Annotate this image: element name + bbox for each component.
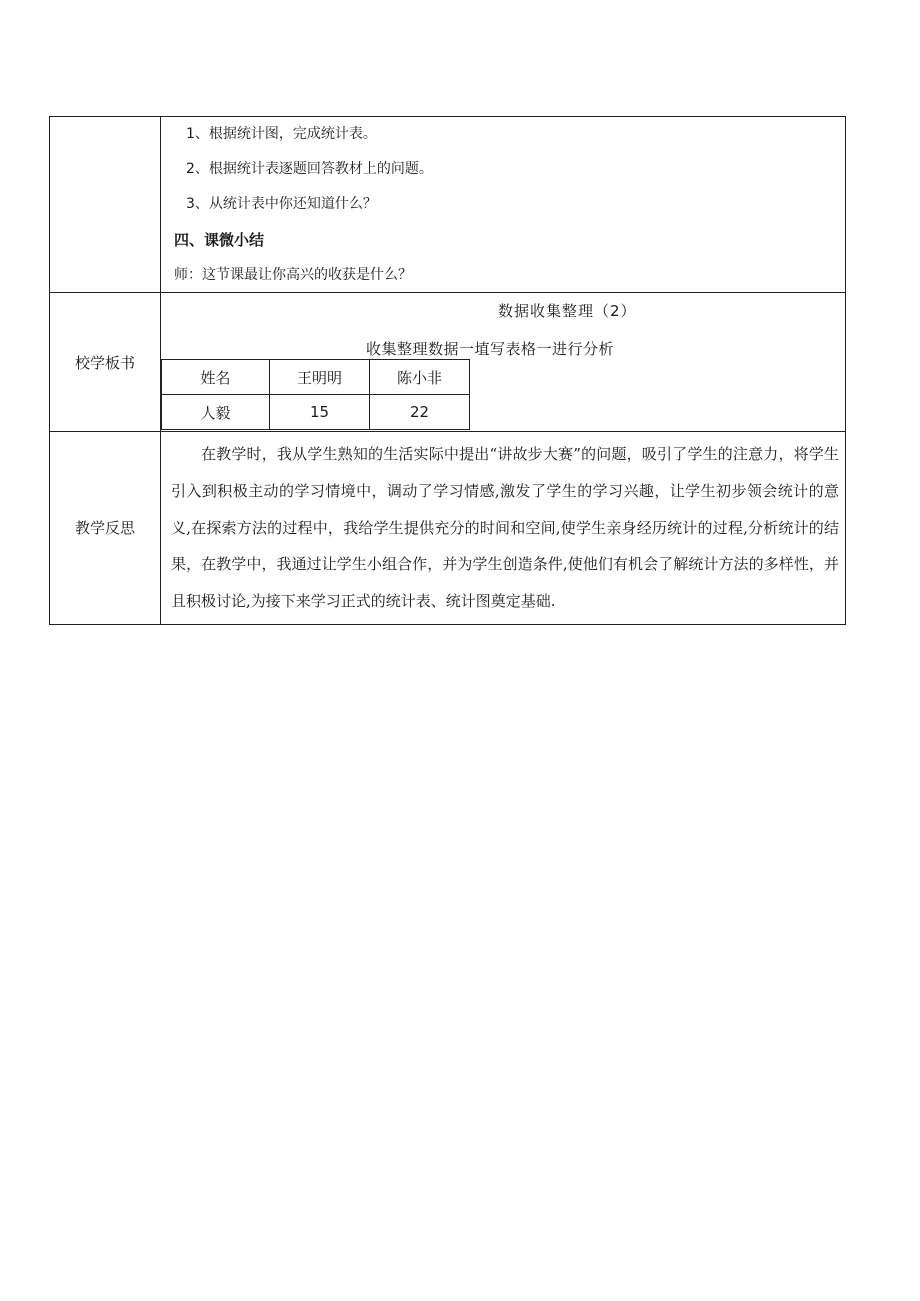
procedure-content-cell (161, 117, 846, 293)
summary-heading: 四、课微小结 (174, 231, 265, 249)
header-student-2: 陈小非 (370, 360, 470, 395)
lesson-plan-table (49, 116, 846, 625)
board-data-table (161, 359, 470, 430)
procedure-row (50, 117, 846, 293)
board-content-cell (161, 293, 846, 432)
reflection-text: 在教学时，我从学生熟知的生活实际中提出“讲故步大赛”的问题，吸引了学生的注意力，将学生引入到积极主动的学习情境中，调动了学习情感,激发了学生的学习兴趣，让学生初步领会统计的意义,在探索方法的过程中，我给学生提供充分的时间和空间,使学生亲身经历统计的过程,分析统计的结果，在教学中，我通过让学生小组合作，并为学生创造条件,使他们有机会了解统计方法的多样性，并且积极讨论,为接下来学习正式的统计表、统计图奠定基础. (171, 445, 839, 611)
board-table-value-row (162, 395, 470, 430)
teacher-question: 师：这节课最让你高兴的收获是什么？ (174, 267, 412, 283)
reflection-row (50, 432, 846, 625)
board-table-header-row (162, 360, 470, 395)
reflection-content-cell (161, 432, 846, 625)
step-3: 3、从统计表中你还知道什么？ (186, 196, 377, 212)
step-2: 2、根据统计表逐题回答教材上的问题。 (186, 161, 433, 177)
procedure-label-cell (50, 117, 161, 293)
header-student-1: 王明明 (270, 360, 370, 395)
board-row (50, 293, 846, 432)
reflection-label: 教学反思 (50, 432, 161, 625)
board-subtitle: 收集整理数据一埴写表格一进行分析 (366, 340, 615, 358)
value-student-1: 15 (270, 395, 370, 430)
board-content (161, 293, 845, 431)
value-student-2: 22 (370, 395, 470, 430)
header-name: 姓名 (162, 360, 270, 395)
board-title: 数据收集整理（2） (498, 302, 637, 320)
row-label: 人毅 (162, 395, 270, 430)
board-label: 校学板书 (50, 293, 161, 432)
step-1: 1、根据统计图，完成统计表。 (186, 126, 377, 142)
